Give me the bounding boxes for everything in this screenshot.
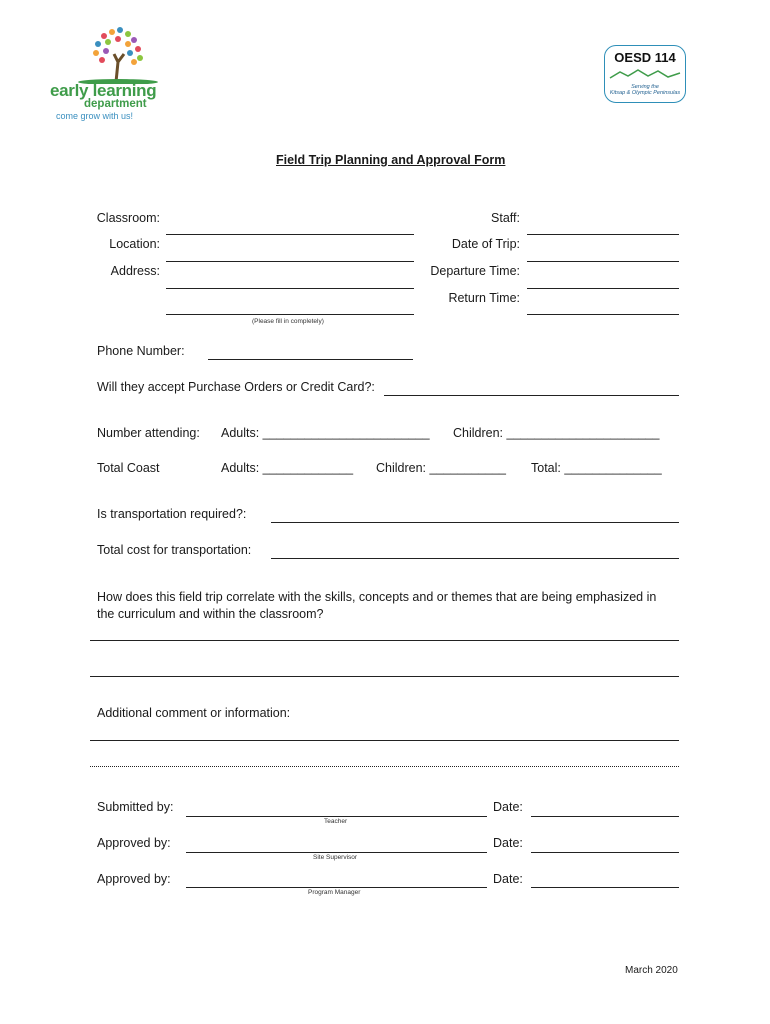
approved-date-label-1: Date: (493, 836, 523, 850)
classroom-label: Classroom: (96, 211, 160, 225)
teacher-role: Teacher (324, 818, 348, 825)
logo-line-1: early learning (50, 81, 157, 100)
footer-date: March 2020 (625, 965, 678, 976)
phone-field[interactable] (208, 359, 413, 360)
adults-cost-field[interactable]: Adults: _____________ (221, 461, 354, 475)
fill-note: (Please fill in completely) (252, 318, 324, 325)
staff-label: Staff: (491, 211, 520, 225)
program-manager-role: Program Manager (308, 889, 361, 896)
mountain-icon (608, 67, 684, 81)
children-cost-field[interactable]: Children: ___________ (376, 461, 506, 475)
tree-icon (48, 24, 168, 84)
phone-label: Phone Number: (97, 344, 185, 358)
additional-comment-label: Additional comment or information: (97, 706, 291, 720)
curriculum-question-line-2: the curriculum and within the classroom? (97, 607, 324, 621)
approved-date-field-2[interactable] (531, 887, 679, 888)
oesd-subtitle (605, 84, 685, 96)
oesd-name: OESD 114 (614, 50, 676, 65)
teacher-signature-field[interactable] (186, 816, 487, 817)
location-field[interactable] (166, 261, 414, 262)
adults-attending-field[interactable]: Adults: ________________________ (221, 426, 430, 440)
payment-field[interactable] (384, 395, 679, 396)
oesd-logo (604, 45, 686, 103)
submitted-date-field[interactable] (531, 816, 679, 817)
approved-date-label-2: Date: (493, 872, 523, 886)
curriculum-answer-line-2[interactable] (90, 676, 679, 677)
approved-by-label-2: Approved by: (97, 872, 171, 886)
program-manager-signature-field[interactable] (186, 887, 487, 888)
curriculum-question-line-1: How does this field trip correlate with the skills, concepts and or themes that are being emphasized in (97, 590, 657, 604)
classroom-field[interactable] (166, 234, 414, 235)
departure-time-label: Departure Time: (430, 264, 520, 278)
date-of-trip-label: Date of Trip: (451, 237, 520, 251)
curriculum-answer-line-1[interactable] (90, 640, 679, 641)
address-label: Address: (110, 264, 160, 278)
additional-comment-line-1[interactable] (90, 740, 679, 741)
children-attending-field[interactable]: Children: ______________________ (453, 426, 660, 440)
site-supervisor-role: Site Supervisor (313, 854, 358, 861)
form-title: Field Trip Planning and Approval Form (276, 153, 506, 167)
payment-question: Will they accept Purchase Orders or Credit Card?: (97, 380, 375, 394)
oesd-subtitle-1: Serving the (631, 84, 659, 90)
additional-comment-line-2[interactable] (90, 766, 679, 767)
transport-cost-label: Total cost for transportation: (97, 543, 252, 557)
site-supervisor-signature-field[interactable] (186, 852, 487, 853)
number-attending-label: Number attending: (97, 426, 200, 440)
return-time-label: Return Time: (448, 291, 520, 305)
address-field-2[interactable] (166, 314, 414, 315)
approved-by-label-1: Approved by: (97, 836, 171, 850)
transport-required-field[interactable] (271, 522, 679, 523)
return-time-field[interactable] (527, 314, 679, 315)
submitted-by-label: Submitted by: (97, 800, 174, 814)
total-coast-label: Total Coast (97, 461, 160, 475)
address-field-1[interactable] (166, 288, 414, 289)
submitted-date-label: Date: (493, 800, 523, 814)
early-learning-logo (48, 24, 168, 124)
staff-field[interactable] (527, 234, 679, 235)
oesd-subtitle-2: Kitsap & Olympic Peninsulas (609, 90, 681, 96)
total-cost-field[interactable]: Total: ______________ (531, 461, 662, 475)
transport-required-label: Is transportation required?: (97, 507, 247, 521)
transport-cost-field[interactable] (271, 558, 679, 559)
logo-tagline: come grow with us! (56, 111, 134, 121)
logo-line-2: department (84, 98, 147, 110)
approved-date-field-1[interactable] (531, 852, 679, 853)
location-label: Location: (109, 237, 160, 251)
departure-time-field[interactable] (527, 288, 679, 289)
date-of-trip-field[interactable] (527, 261, 679, 262)
